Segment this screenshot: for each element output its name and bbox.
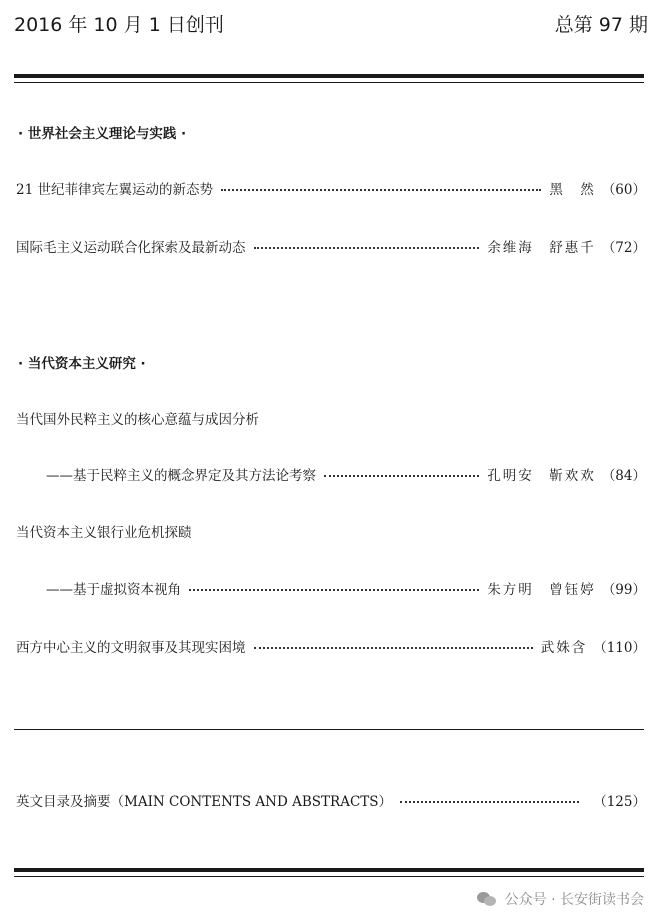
entry-page: （125） (593, 794, 646, 810)
section-heading: · 当代资本主义研究 · (18, 356, 146, 372)
entry-subtitle: ——基于民粹主义的概念界定及其方法论考察 (46, 468, 316, 484)
founding-date: 2016 年 10 月 1 日创刊 (14, 14, 224, 36)
entry-author: 朱方明 曾钰婷 (487, 582, 596, 598)
toc-entry[interactable] (16, 789, 646, 811)
entry-author: 黑 然 (549, 182, 596, 198)
watermark (477, 889, 644, 909)
dot-leader (400, 801, 579, 803)
toc-entry[interactable] (16, 235, 646, 257)
toc-entry[interactable] (46, 463, 646, 485)
entry-author: 孔明安 靳欢欢 (487, 468, 596, 484)
wechat-icon (477, 891, 497, 907)
entry-page: （99） (601, 582, 646, 598)
dot-leader (324, 475, 479, 477)
entry-title[interactable]: 当代国外民粹主义的核心意蕴与成因分析 (16, 412, 259, 428)
entry-page: （72） (601, 240, 646, 256)
entry-page: （60） (601, 182, 646, 198)
header-rule-thick (14, 74, 644, 78)
dot-leader (254, 647, 533, 649)
footer-rule-thin (14, 876, 644, 877)
issue-number: 总第 97 期 (554, 14, 648, 36)
entry-title: 英文目录及摘要（MAIN CONTENTS AND ABSTRACTS） (16, 794, 393, 810)
toc-entry[interactable] (46, 577, 646, 599)
entry-page: （110） (593, 640, 646, 656)
toc-entry[interactable] (16, 177, 646, 199)
entry-author: 武姝含 (540, 640, 588, 656)
header-rule-thin (14, 82, 644, 83)
section-heading: · 世界社会主义理论与实践 · (18, 126, 187, 142)
footer-rule-thick (14, 868, 644, 872)
entry-subtitle: ——基于虚拟资本视角 (46, 582, 181, 598)
dot-leader (221, 189, 541, 191)
entry-page: （84） (601, 468, 646, 484)
entry-title[interactable]: 当代资本主义银行业危机探赜 (16, 525, 192, 541)
dot-leader (254, 247, 480, 249)
entry-title: 21 世纪菲律宾左翼运动的新态势 (16, 182, 213, 198)
toc-entry[interactable] (16, 635, 646, 657)
entry-title: 西方中心主义的文明叙事及其现实困境 (16, 640, 246, 656)
section-divider (14, 729, 644, 730)
entry-title: 国际毛主义运动联合化探索及最新动态 (16, 240, 246, 256)
page-header (14, 10, 648, 38)
entry-author: 余维海 舒惠千 (487, 240, 596, 256)
watermark-text: 公众号 · 长安街读书会 (504, 892, 644, 908)
dot-leader (189, 589, 479, 591)
